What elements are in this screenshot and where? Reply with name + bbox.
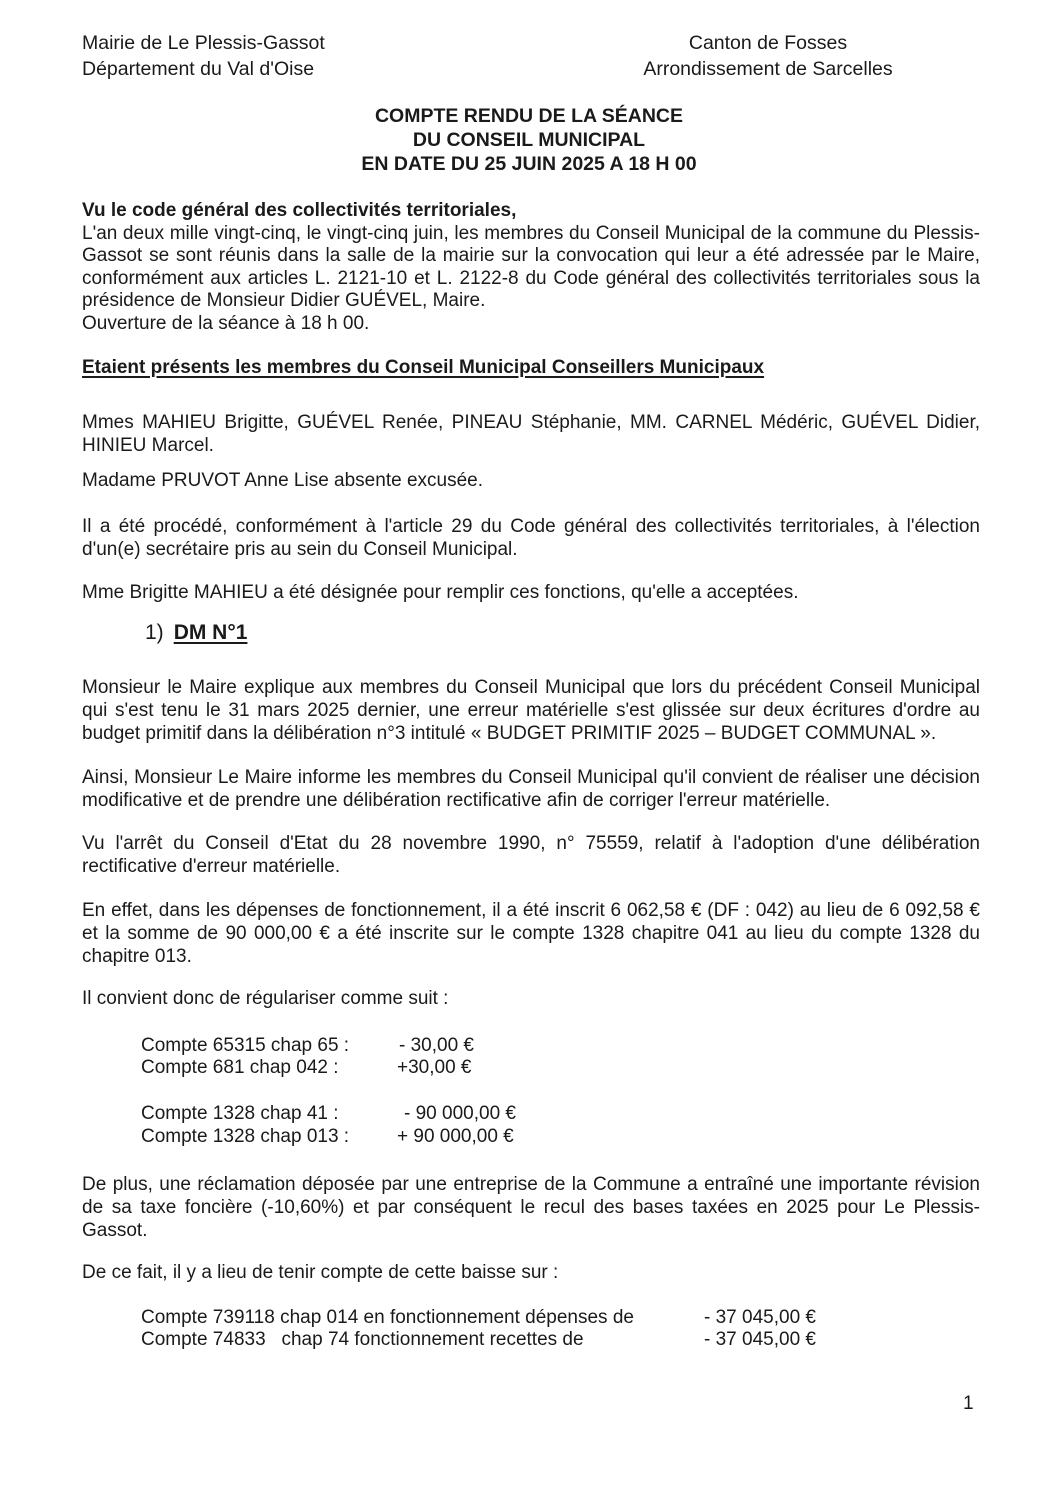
adjustment-label: Compte 65315 chap 65 : [141,1035,350,1056]
adjustment-label: Compte 1328 chap 41 : [141,1103,339,1124]
section-paragraph-4: En effet, dans les dépenses de fonctionnement, il a été inscrit 6 062,58 € (DF : 042) au lieu de 6 092,58 € et la somme de 90 000,00 € a été inscrite sur le compte 1328 chapitre 041 au lieu du compte 1328 du chapitre 013. [82,900,980,967]
preamble-heading: Vu le code général des collectivités territoriales, [82,200,517,221]
adjustment-row [141,1035,541,1057]
document-title [0,104,1058,176]
preamble-text: L'an deux mille vingt-cinq, le vingt-cinq juin, les membres du Conseil Municipal de la commune du Plessis-Gassot se sont réunis dans la salle de la mairie sur la convocation qui leur a été adressée par le Maire, conformément aux articles L. 2121-10 et L. 2122-8 du Code général des collectivités territoriales sous la présidence de Monsieur Didier GUÉVEL, Maire. [82,222,980,311]
department-name: Département du Val d'Oise [82,58,315,80]
adjustment-amount: - 90 000,00 € [404,1103,516,1124]
adjustment-row [141,1126,541,1148]
title-line-1: COMPTE RENDU DE LA SÉANCE [374,105,684,127]
section-number: 1) [145,621,164,644]
attendance-heading: Etaient présents les membres du Conseil Municipal Conseillers Municipaux [82,357,765,378]
municipality-name: Mairie de Le Plessis-Gassot [82,32,325,54]
adjustment-amount: - 30,00 € [399,1035,474,1056]
secretary-election: Il a été procédé, conformément à l'article 29 du Code général des collectivités territoriales, à l'élection d'un(e) secrétaire pris au sein du Conseil Municipal. [82,516,980,560]
section-heading [145,620,247,646]
municipality-header [82,30,325,82]
adjustment-row [141,1329,841,1351]
adjustment-amount: +30,00 € [397,1057,472,1078]
present-members: Mmes MAHIEU Brigitte, GUÉVEL Renée, PINEAU Stéphanie, MM. CARNEL Médéric, GUÉVEL Didier, HINIEU Marcel. [82,412,980,456]
section-paragraph-1: Monsieur le Maire explique aux membres du Conseil Municipal que lors du précédent Conseil Municipal qui s'est tenu le 31 mars 2025 dernier, une erreur matérielle s'est glissée sur deux écritures d'ordre au budget primitif dans la délibération n°3 intitulé « BUDGET PRIMITIF 2025 – BUDGET COMMUNAL ». [82,677,980,744]
adjustment-amount: + 90 000,00 € [397,1126,514,1147]
page-number: 1 [963,1393,974,1414]
canton-name: Canton de Fosses [688,32,848,54]
decline-paragraph: De ce fait, il y a lieu de tenir compte de cette baisse sur : [82,1262,559,1283]
secretary-designation: Mme Brigitte MAHIEU a été désignée pour remplir ces fonctions, qu'elle a acceptées. [82,582,799,603]
section-paragraph-5: Il convient donc de régulariser comme suit : [82,988,449,1009]
opening-time: Ouverture de la séance à 18 h 00. [82,312,370,334]
section-title: DM N°1 [173,621,248,644]
adjustment-row [141,1307,841,1329]
adjustment-label: Compte 739118 chap 014 en fonctionnement dépenses de [141,1307,634,1328]
adjustment-label: Compte 681 chap 042 : [141,1057,339,1078]
adjustment-row [141,1057,541,1079]
adjustment-label: Compte 1328 chap 013 : [141,1126,350,1147]
adjustment-amount: - 37 045,00 € [704,1329,816,1350]
adjustment-label: Compte 74833 chap 74 fonctionnement recettes de [141,1329,584,1350]
adjustment-row [141,1103,541,1125]
adjustment-amount: - 37 045,00 € [704,1307,816,1328]
absent-members: Madame PRUVOT Anne Lise absente excusée. [82,470,483,491]
section-paragraph-2: Ainsi, Monsieur Le Maire informe les membres du Conseil Municipal qu'il convient de réaliser une décision modificative et de prendre une délibération rectificative afin de corriger l'erreur matérielle. [82,767,980,811]
tax-revision-paragraph: De plus, une réclamation déposée par une entreprise de la Commune a entraîné une importante révision de sa taxe foncière (-10,60%) et par conséquent le recul des bases taxées en 2025 pour Le Plessis-Gassot. [82,1174,980,1241]
section-paragraph-3: Vu l'arrêt du Conseil d'Etat du 28 novembre 1990, n° 75559, relatif à l'adoption d'une délibération rectificative d'erreur matérielle. [82,833,980,877]
preamble [82,200,980,335]
canton-header [632,30,904,82]
arrondissement-name: Arrondissement de Sarcelles [643,58,893,80]
title-line-2: DU CONSEIL MUNICIPAL [412,129,646,151]
title-line-3: EN DATE DU 25 JUIN 2025 A 18 H 00 [361,153,697,175]
